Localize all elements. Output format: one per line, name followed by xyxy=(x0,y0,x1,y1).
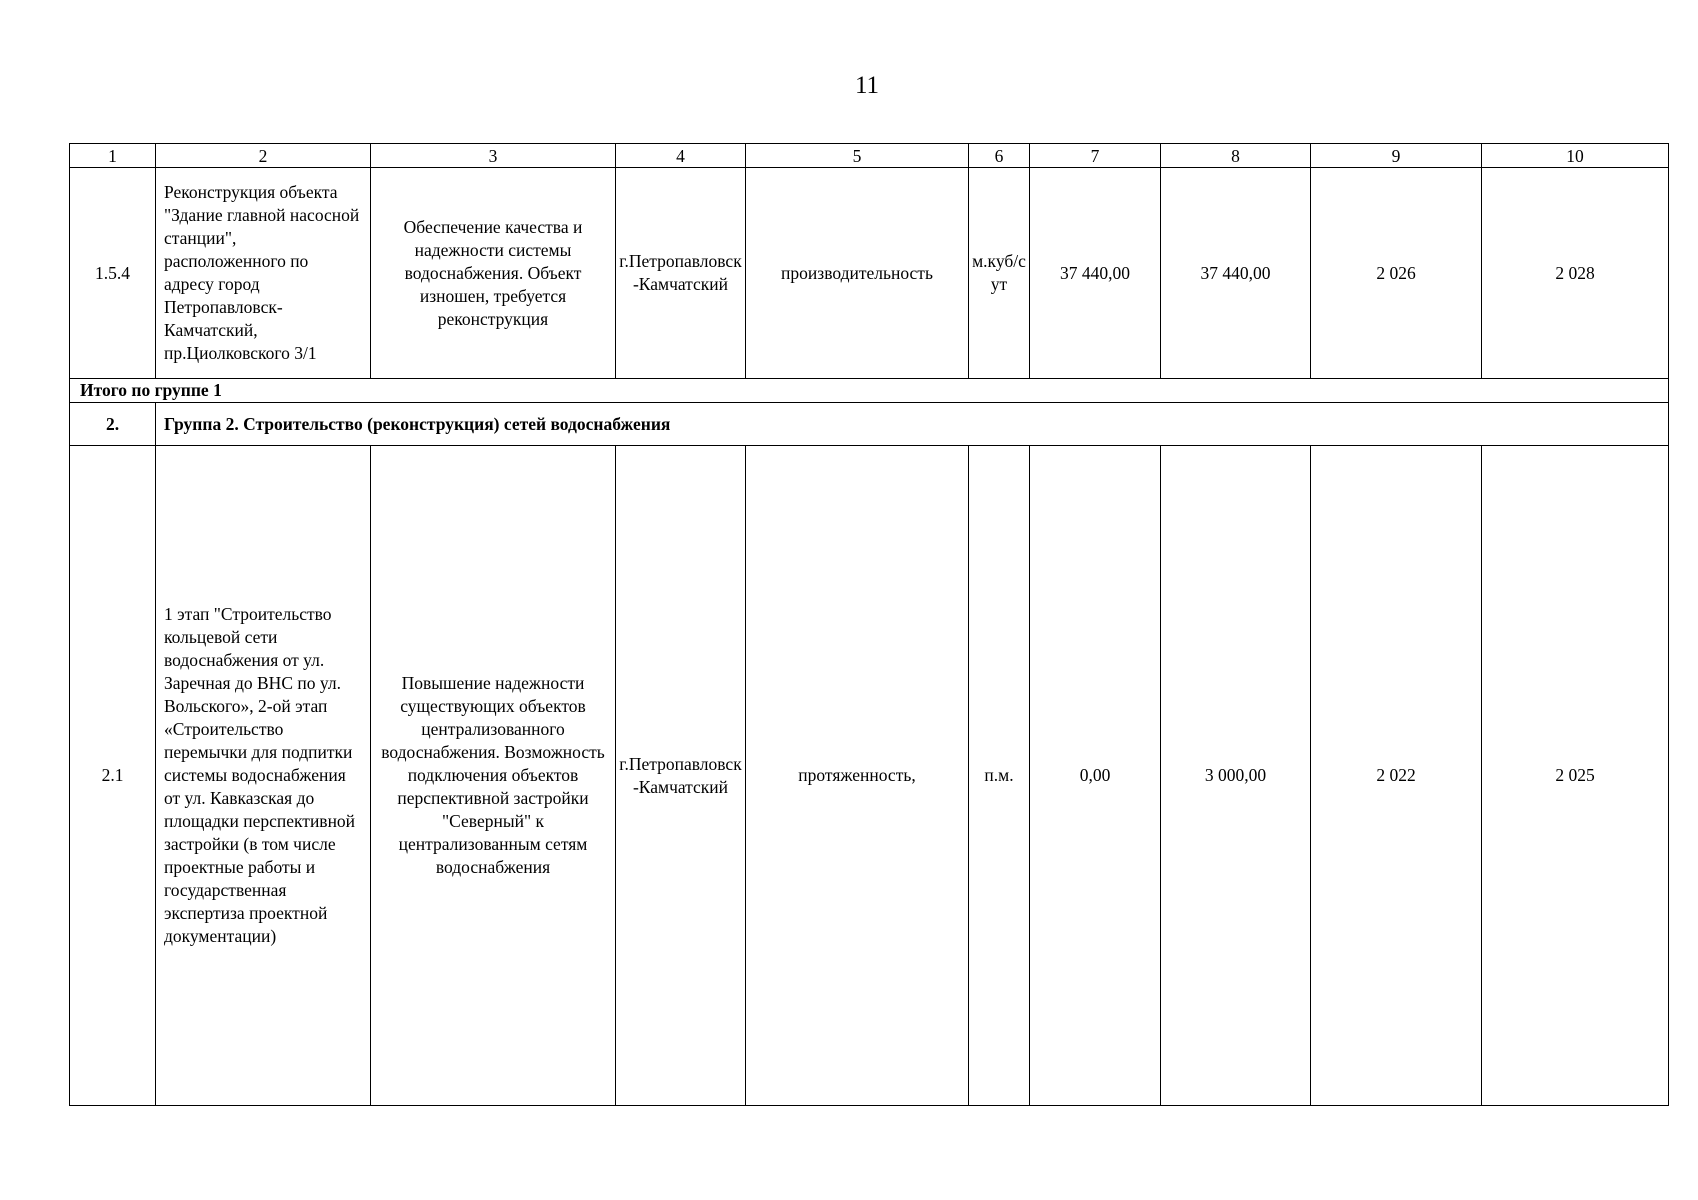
unit: п.м. xyxy=(969,446,1030,1106)
year-start: 2 026 xyxy=(1311,168,1482,379)
column-number: 8 xyxy=(1161,144,1311,168)
project-purpose: Повышение надежности существующих объектов централизованного водоснабжения. Возможность подключения объектов перспективной застройки "Северный" к централизованным сетям водоснабжения xyxy=(371,446,616,1106)
year-end: 2 028 xyxy=(1482,168,1669,379)
project-purpose: Обеспечение качества и надежности системы водоснабжения. Объект изношен, требуется реконструкция xyxy=(371,168,616,379)
project-name: Реконструкция объекта "Здание главной насосной станции", расположенного по адресу город Петропавловск-Камчатский, пр.Циолковского 3/1 xyxy=(156,168,371,379)
value-before: 37 440,00 xyxy=(1030,168,1161,379)
value-before: 0,00 xyxy=(1030,446,1161,1106)
group-header-row xyxy=(70,403,1669,446)
column-number: 9 xyxy=(1311,144,1482,168)
unit: м.куб/сут xyxy=(969,168,1030,379)
group-title: Группа 2. Строительство (реконструкция) сетей водоснабжения xyxy=(156,403,1669,446)
investment-program-table xyxy=(69,143,1669,1106)
row-number: 2.1 xyxy=(70,446,156,1106)
column-number: 5 xyxy=(746,144,969,168)
project-location: г.Петропавловск-Камчатский xyxy=(616,446,746,1106)
column-number: 2 xyxy=(156,144,371,168)
row-number: 1.5.4 xyxy=(70,168,156,379)
page-number: 11 xyxy=(854,72,880,99)
year-start: 2 022 xyxy=(1311,446,1482,1106)
column-number: 4 xyxy=(616,144,746,168)
column-number: 1 xyxy=(70,144,156,168)
project-location: г.Петропавловск-Камчатский xyxy=(616,168,746,379)
value-after: 3 000,00 xyxy=(1161,446,1311,1106)
column-number: 3 xyxy=(371,144,616,168)
column-number-row xyxy=(70,144,1669,168)
table-row xyxy=(70,168,1669,379)
group-number: 2. xyxy=(70,403,156,446)
column-number: 10 xyxy=(1482,144,1669,168)
year-end: 2 025 xyxy=(1482,446,1669,1106)
project-name: 1 этап "Строительство кольцевой сети водоснабжения от ул. Заречная до ВНС по ул. Вольского», 2-ой этап «Строительство перемычки для подпитки системы водоснабжения от ул. Кавказская до площадки перспективной застройки (в том числе проектные работы и государственная экспертиза проектной документации) xyxy=(156,446,371,1106)
indicator: протяженность, xyxy=(746,446,969,1106)
indicator: производительность xyxy=(746,168,969,379)
column-number: 6 xyxy=(969,144,1030,168)
table-row xyxy=(70,446,1669,1106)
group-total-label: Итого по группе 1 xyxy=(70,379,1669,403)
column-number: 7 xyxy=(1030,144,1161,168)
group-total-row xyxy=(70,379,1669,403)
value-after: 37 440,00 xyxy=(1161,168,1311,379)
